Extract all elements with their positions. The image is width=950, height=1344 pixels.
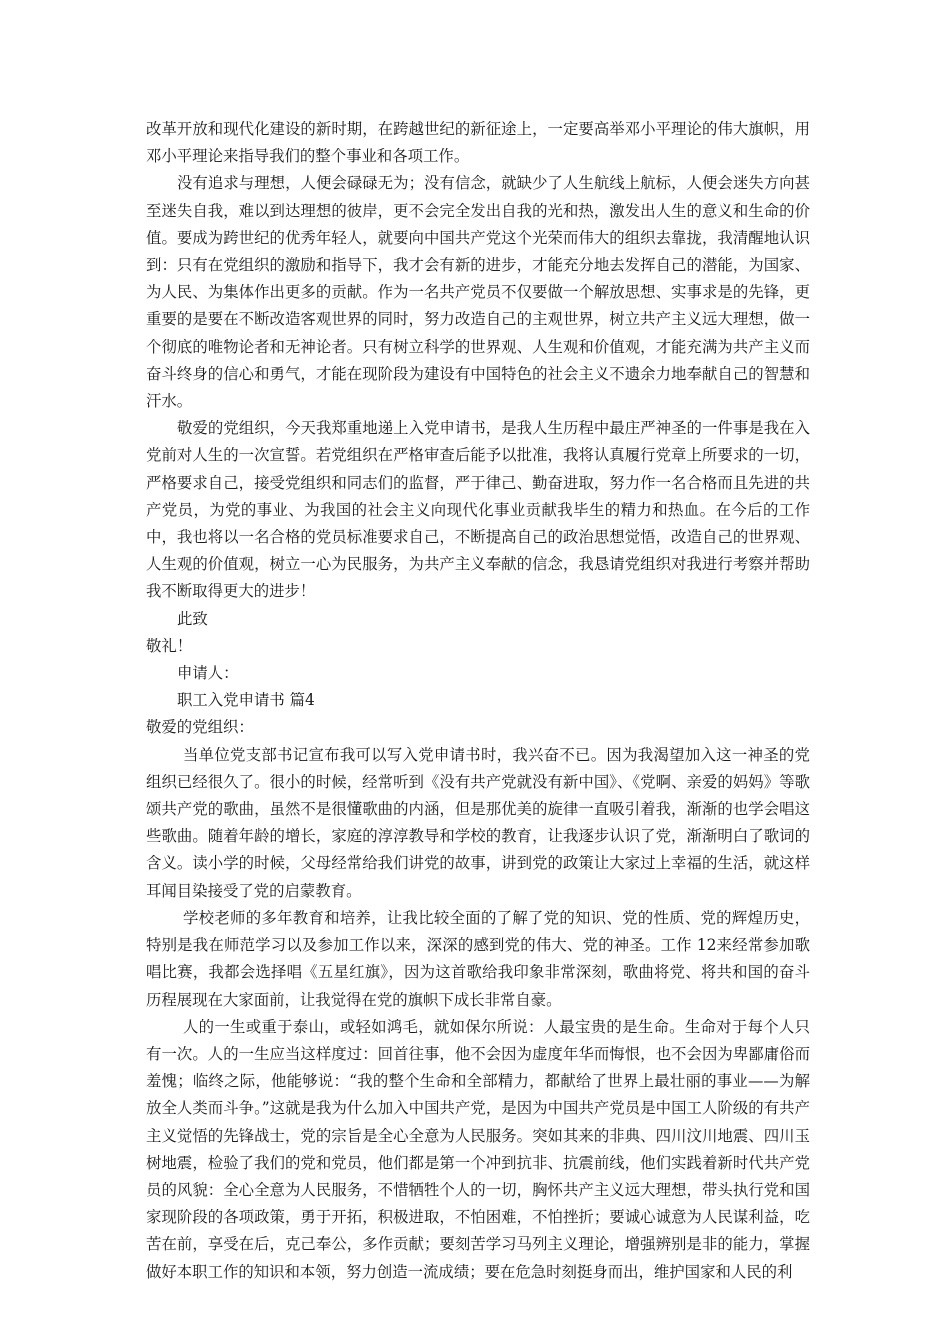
- closing-regards: 敬礼！: [146, 636, 193, 655]
- document-body: [146, 116, 810, 1286]
- paragraph-continuation: 改革开放和现代化建设的新时期，在跨越世纪的新征途上，一定要高举邓小平理论的伟大旗帜，用邓小平理论来指导我们的整个事业和各项工作。: [146, 120, 810, 166]
- paragraph-childhood: 当单位党支部书记宣布我可以写入党申请书时，我兴奋不已。因为我渴望加入这一神圣的党组织已经很久了。很小的时候，经常听到《没有共产党就没有新中国》、《党啊、亲爱的妈妈》等歌颂共产党的歌曲，虽然不是很懂歌曲的内涵，但是那优美的旋律一直吸引着我，渐渐的也学会唱这些歌曲。随着年龄的增长，家庭的淳淳教导和学校的教育，让我逐步认识了党，渐渐明白了歌词的含义。读小学的时候，父母经常给我们讲党的故事，讲到党的政策让大家过上幸福的生活，就这样耳闻目染接受了党的启蒙教育。: [146, 745, 810, 900]
- paragraph-education: 学校老师的多年教育和培养，让我比较全面的了解了党的知识、党的性质、党的辉煌历史，特别是我在师范学习以及参加工作以来，深深的感到党的伟大、党的神圣。工作 12来经常参加歌唱比赛，我都会选择唱《五星红旗》，因为这首歌给我印象非常深刻，歌曲将党、将共和国的奋斗历程展现在大家面前，让我觉得在党的旗帜下成长非常自豪。: [146, 908, 810, 1009]
- applicant-signature: 申请人：: [177, 664, 239, 683]
- paragraph-pledge: 敬爱的党组织，今天我郑重地递上入党申请书，是我人生历程中最庄严神圣的一件事是我在入党前对人生的一次宣誓。若党组织在严格审查后能予以批准，我将认真履行党章上所要求的一切，严格要求自己，接受党组织和同志们的监督，严于律己、勤奋进取，努力作一名合格而且先进的共产党员，为党的事业、为我国的社会主义向现代化事业贡献我毕生的精力和热血。在今后的工作中，我也将以一名合格的党员标准要求自己，不断提高自己的政治思想觉悟，改造自己的世界观、人生观的价值观，树立一心为民服务，为共产主义奉献的信念，我恳请党组织对我进行考察并帮助我不断取得更大的进步！: [146, 419, 810, 601]
- paragraph-ideals: 没有追求与理想，人便会碌碌无为；没有信念，就缺少了人生航线上航标，人便会迷失方向甚至迷失自我，难以到达理想的彼岸，更不会完全发出自我的光和热，激发出人生的意义和生命的价值。要成为跨世纪的优秀年轻人，就要向中国共产党这个光荣而伟大的组织去靠拢，我清醒地认识到：只有在党组织的激励和指导下，我才会有新的进步，才能充分地去发挥自己的潜能，为国家、为人民、为集体作出更多的贡献。作为一名共产党员不仅要做一个解放思想、实事求是的先锋，更重要的是要在不断改造客观世界的同时，努力改造自己的主观世界，树立共产主义远大理想，做一个彻底的唯物论者和无神论者。只有树立科学的世界观、人生观和价值观，才能充满为共产主义而奋斗终身的信心和勇气，才能在现阶段为建设有中国特色的社会主义不遗余力地奉献自己的智慧和汗水。: [146, 174, 810, 411]
- letter-greeting: 敬爱的党组织：: [146, 718, 254, 737]
- closing-salutation: 此致: [177, 609, 208, 628]
- paragraph-life-meaning: 人的一生或重于泰山，或轻如鸿毛，就如保尔所说：人最宝贵的是生命。生命对于每个人只有一次。人的一生应当这样度过：回首往事，他不会因为虚度年华而悔恨，也不会因为卑鄙庸俗而羞愧；临终之际，他能够说：“我的整个生命和全部精力，都献给了世界上最壮丽的事业——为解放全人类而斗争。”这就是我为什么加入中国共产党，是因为中国共产党员是中国工人阶级的有共产主义觉悟的先锋战士，党的宗旨是全心全意为人民服务。突如其来的非典、四川汶川地震、四川玉树地震，检验了我们的党和党员，他们都是第一个冲到抗非、抗震前线，他们实践着新时代共产党员的风貌：全心全意为人民服务，不惜牺牲个人的一切，胸怀共产主义远大理想，带头执行党和国家现阶段的各项政策，勇于开拓，积极进取，不怕困难，不怕挫折；要诚心诚意为人民谋利益，吃苦在前，享受在后，克己奉公，多作贡献；要刻苦学习马列主义理论，增强辨别是非的能力，掌握做好本职工作的知识和本领，努力创造一流成绩；要在危急时刻挺身而出，维护国家和人民的利: [146, 1017, 810, 1281]
- section-heading: 职工入党申请书 篇4: [177, 691, 315, 710]
